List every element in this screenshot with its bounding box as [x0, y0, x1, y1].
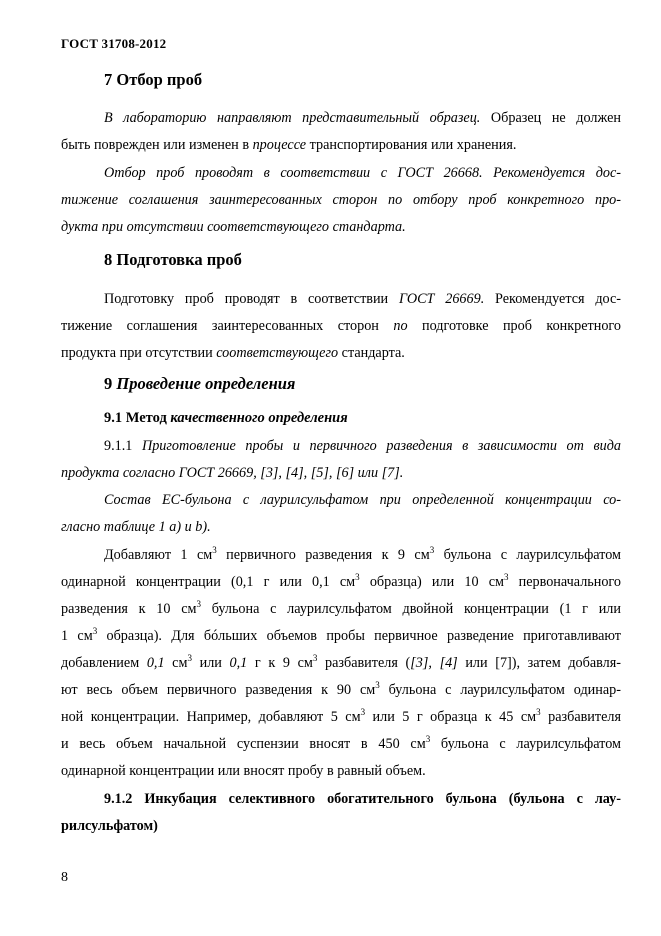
subsection-9-1-2-line2: рилсульфатом): [61, 818, 158, 834]
s8-para-line2: тижение соглашения заинтересованных сторон по подготовке проб конкретного: [61, 318, 621, 334]
standard-header: ГОСТ 31708-2012: [61, 36, 167, 51]
subsection-9-1-2-line1: 9.1.2 Инкубация селективного обогатительного бульона (бульона с лау-: [104, 791, 621, 807]
page-number: 8: [61, 870, 68, 885]
dilution-line6: ют весь объем первичного разведения к 90 $см^3$ бульона с лаурилсульфатом одинар-: [61, 680, 621, 698]
s7-para1-line1: В лабораторию направляют представительный образец. Образец не должен: [104, 110, 621, 126]
s7-para2-line2: тижение соглашения заинтересованных сторон по отбору проб конкретного про-: [61, 192, 621, 208]
dilution-line5: добавлением 0,1 $см^3$ или 0,1 г к 9 $см^3$ разбавителя ([3], [4] или [7]), затем добавля-: [61, 653, 621, 671]
p911-line2: продукта согласно ГОСТ 26669, [3], [4], [5], [6] или [7].: [61, 465, 404, 481]
dilution-line8: и весь объем начальной суспензии вносят в 450 $см^3$ бульона с лаурилсульфатом: [61, 734, 621, 752]
s7-para1-line2: быть поврежден или изменен в процессе транспортирования или хранения.: [61, 137, 517, 153]
s7-para2-line3: дукта при отсутствии соответствующего стандарта.: [61, 219, 406, 235]
dilution-line4: 1 $см^3$ образца). Для бóльших объемов пробы первичное разведение приготавливают: [61, 626, 621, 644]
ec-broth-line2: гласно таблице 1 а) и b).: [61, 519, 211, 535]
section-7-heading: 7 Отбор проб: [104, 70, 203, 89]
dilution-line2: одинарной концентрации (0,1 г или 0,1 $см^3$ образца) или 10 $см^3$ первоначального: [61, 572, 621, 590]
section-8-heading: 8 Подготовка проб: [104, 250, 242, 269]
s8-para-line1: Подготовку проб проводят в соответствии ГОСТ 26669. Рекомендуется дос-: [104, 291, 622, 307]
ec-broth-line1: Состав EC-бульона с лаурилсульфатом при определенной концентрации со-: [104, 492, 621, 508]
dilution-line1: Добавляют 1 $см^3$ первичного разведения к 9 $см^3$ бульона с лаурилсульфатом: [104, 545, 621, 563]
dilution-line3: разведения к 10 $см^3$ бульона с лаурилсульфатом двойной концентрации (1 г или: [61, 599, 621, 617]
subsection-9-1-heading: 9.1 Метод качественного определения: [104, 410, 348, 426]
s8-para-line3: продукта при отсутствии соответствующего стандарта.: [61, 345, 405, 361]
dilution-line7: ной концентрации. Например, добавляют 5 $см^3$ или 5 г образца к 45 $см^3$ разбавителя: [61, 707, 622, 725]
s7-para2-line1: Отбор проб проводят в соответствии с ГОСТ 26668. Рекомендуется дос-: [104, 165, 621, 181]
p911-line1: 9.1.1 Приготовление пробы и первичного разведения в зависимости от вида: [104, 438, 621, 454]
dilution-line9: одинарной концентрации или вносят пробу в равный объем.: [61, 763, 426, 779]
section-9-heading: 9 Проведение определения: [104, 374, 296, 393]
